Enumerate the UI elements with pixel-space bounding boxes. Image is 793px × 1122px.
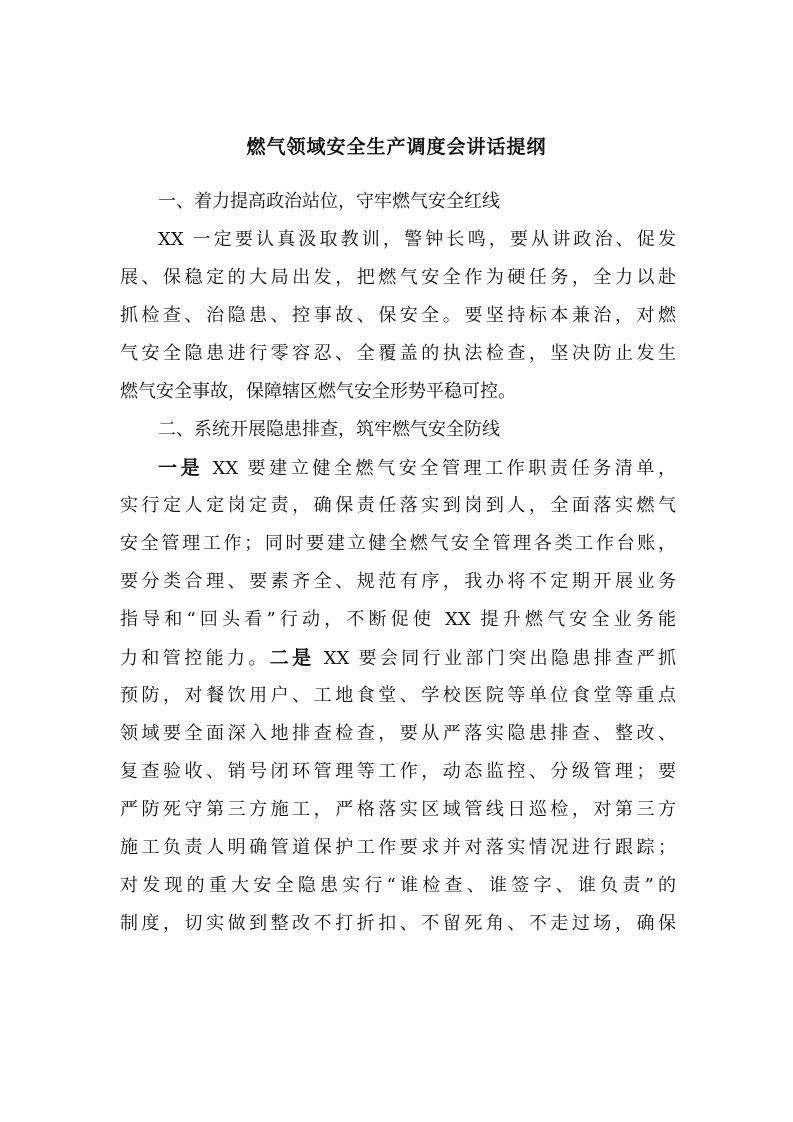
paragraph-line [120,377,676,415]
paragraph-line [120,643,676,681]
line-text: XX 一定要认真汲取教训，警钟长鸣，要从讲政治、促发 [158,229,676,250]
line-text: XX 要会同行业部门突出隐患排查严抓 [314,648,676,669]
line-text: 气安全隐患进行零容忍、全覆盖的执法检查，坚决防止发生 [120,343,676,364]
line-text: 展、保稳定的大局出发，把燃气安全作为硬任务，全力以赴 [120,267,676,288]
paragraph-line [120,529,676,567]
section-heading [120,187,676,225]
line-text: 一、着力提高政治站位，守牢燃气安全红线 [158,191,500,212]
paragraph-line [120,833,676,871]
paragraph-line [120,339,676,377]
line-text: 指导和“回头看”行动，不断促使 XX 提升燃气安全业务能 [120,609,676,630]
line-text: 实行定人定岗定责，确保责任落实到岗到人，全面落实燃气 [120,495,676,516]
paragraph-line [120,605,676,643]
line-text: 复查验收、销号闭环管理等工作，动态监控、分级管理；要 [120,761,676,782]
paragraph-line [120,757,676,795]
paragraph-line [120,263,676,301]
line-text: 抓检查、治隐患、控事故、保安全。要坚持标本兼治，对燃 [120,305,676,326]
line-text: 安全管理工作；同时要建立健全燃气安全管理各类工作台账， [120,533,676,554]
line-text: 对发现的重大安全隐患实行“谁检查、谁签字、谁负责”的 [120,875,676,896]
line-text: 燃气安全事故，保障辖区燃气安全形势平稳可控。 [120,381,516,402]
paragraph-line [120,719,676,757]
document-body [120,187,676,947]
paragraph-line [120,909,676,947]
line-text: 施工负责人明确管道保护工作要求并对落实情况进行跟踪； [120,837,676,858]
bold-lead-text: 一是 [158,457,204,479]
paragraph-line [120,301,676,339]
paragraph-line [120,681,676,719]
bold-lead-text: 二是 [269,647,315,669]
document-title: 燃气领域安全生产调度会讲话提纲 [246,136,547,158]
paragraph-line [120,795,676,833]
line-text: 要分类合理、要素齐全、规范有序，我办将不定期开展业务 [120,571,676,592]
section-heading [120,415,676,453]
line-text: 领域要全面深入地排查检查，要从严落实隐患排查、整改、 [120,723,676,744]
line-text: 力和管控能力。 [120,648,270,669]
paragraph-line [120,871,676,909]
line-text: XX 要建立健全燃气安全管理工作职责任务清单， [203,458,676,479]
paragraph-line [120,567,676,605]
line-text: 制度，切实做到整改不打折扣、不留死角、不走过场，确保 [120,913,676,934]
line-text: 严防死守第三方施工，严格落实区域管线日巡检，对第三方 [120,799,676,820]
paragraph-line [120,453,676,491]
line-text: 预防，对餐饮用户、工地食堂、学校医院等单位食堂等重点 [120,685,676,706]
paragraph-line [120,225,676,263]
paragraph-line [120,491,676,529]
line-text: 二、系统开展隐患排查，筑牢燃气安全防线 [158,419,500,440]
